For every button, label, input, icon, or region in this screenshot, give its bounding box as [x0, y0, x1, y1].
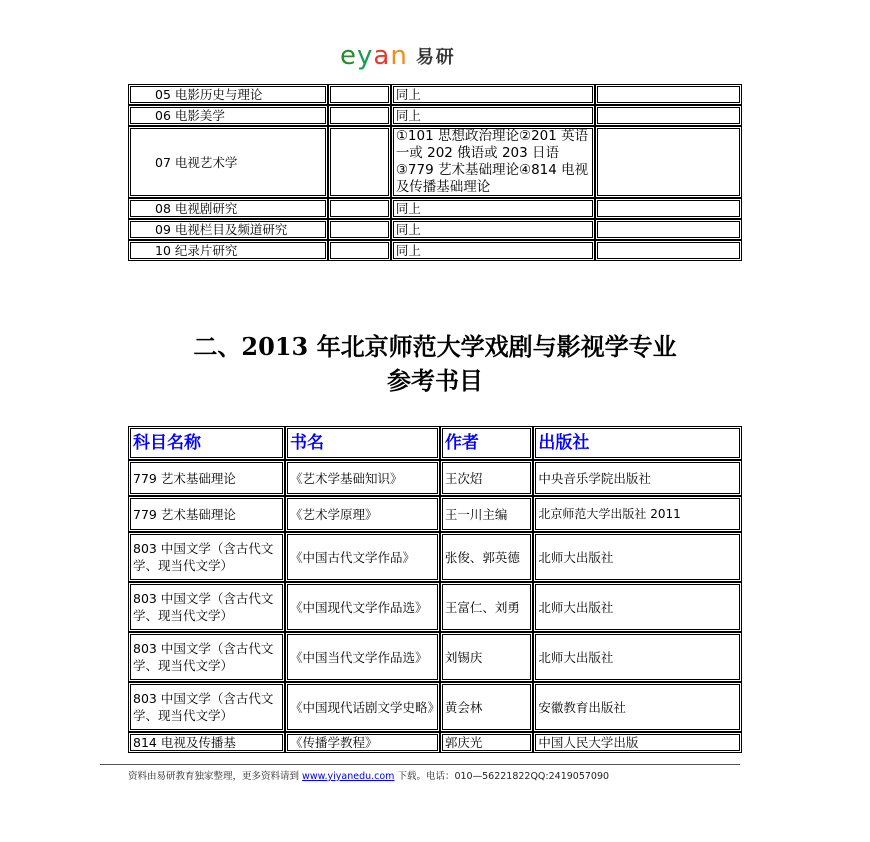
subject-cell: 803 中国文学（含古代文学、现当代文学）	[128, 532, 285, 582]
subject-cell: 803 中国文学（含古代文学、现当代文学）	[128, 632, 285, 682]
cell-empty	[595, 219, 742, 240]
book-cell: 《艺术学原理》	[285, 496, 440, 532]
exam-subjects: 同上	[391, 240, 595, 261]
exam-subjects: 同上	[391, 105, 595, 126]
column-header-book: 书名	[285, 426, 440, 460]
logo-chinese: 易研	[415, 47, 456, 68]
program-table	[128, 84, 742, 261]
book-cell: 《传播学教程》	[285, 732, 440, 753]
program-name: 10 纪录片研究	[128, 240, 328, 261]
section-heading-line2: 参考书目	[387, 366, 483, 395]
publisher-cell: 安徽教育出版社	[533, 682, 742, 732]
logo	[340, 40, 456, 72]
logo-latin	[340, 43, 408, 69]
program-name: 08 电视剧研究	[128, 198, 328, 219]
book-cell: 《中国现代文学作品选》	[285, 582, 440, 632]
subject-cell: 803 中国文学（含古代文学、现当代文学）	[128, 682, 285, 732]
table-row	[128, 460, 742, 496]
column-header-subject: 科目名称	[128, 426, 285, 460]
logo-letter-n: n	[390, 41, 408, 71]
logo-letter-e: e	[340, 41, 357, 71]
publisher-cell: 北师大出版社	[533, 532, 742, 582]
publisher-cell: 中央音乐学院出版社	[533, 460, 742, 496]
column-header-publisher: 出版社	[533, 426, 742, 460]
publisher-cell: 北师大出版社	[533, 582, 742, 632]
table-row	[128, 582, 742, 632]
publisher-cell: 中国人民大学出版	[533, 732, 742, 753]
exam-subjects: 同上	[391, 198, 595, 219]
cell-empty	[328, 126, 391, 198]
exam-subjects: 同上	[391, 219, 595, 240]
cell-empty	[595, 84, 742, 105]
cell-empty	[595, 126, 742, 198]
footer-suffix: 下载。电话：010—56221822QQ:2419057090	[397, 771, 610, 782]
cell-empty	[595, 105, 742, 126]
exam-subjects: 同上	[391, 84, 595, 105]
footer-website-link[interactable]: www.yiyanedu.com	[302, 771, 395, 782]
subject-cell: 779 艺术基础理论	[128, 496, 285, 532]
table-row	[128, 84, 742, 105]
book-cell: 《中国现代话剧文学史略》	[285, 682, 440, 732]
author-cell: 王一川主编	[440, 496, 534, 532]
table-header-row	[128, 426, 742, 460]
footer-divider	[100, 764, 740, 765]
program-name: 09 电视栏目及频道研究	[128, 219, 328, 240]
footer-prefix: 资料由易研教育独家整理，更多资料请到	[128, 771, 300, 782]
table-row	[128, 732, 742, 753]
publisher-cell: 北京师范大学出版社 2011	[533, 496, 742, 532]
table-row	[128, 532, 742, 582]
cell-empty	[595, 198, 742, 219]
section-heading: 二、2013 年北京师范大学戏剧与影视学专业	[193, 332, 677, 361]
subject-cell: 803 中国文学（含古代文学、现当代文学）	[128, 582, 285, 632]
author-cell: 张俊、郭英德	[440, 532, 534, 582]
subject-cell: 779 艺术基础理论	[128, 460, 285, 496]
table-row	[128, 126, 742, 198]
table-row	[128, 198, 742, 219]
program-name: 05 电影历史与理论	[128, 84, 328, 105]
program-name: 07 电视艺术学	[128, 126, 328, 198]
logo-letter-a: a	[373, 41, 391, 71]
subject-cell: 814 电视及传播基	[128, 732, 285, 753]
author-cell: 郭庆光	[440, 732, 534, 753]
logo-letter-y: y	[357, 41, 374, 71]
exam-subjects: ①101 思想政治理论②201 英语一或 202 俄语或 203 日语③779 艺术基础理论④814 电视及传播基础理论	[391, 126, 595, 198]
table-row	[128, 240, 742, 261]
cell-empty	[328, 198, 391, 219]
cell-empty	[328, 240, 391, 261]
cell-empty	[328, 84, 391, 105]
column-header-author: 作者	[440, 426, 534, 460]
table-row	[128, 105, 742, 126]
author-cell: 王次炤	[440, 460, 534, 496]
program-name: 06 电影美学	[128, 105, 328, 126]
table-row	[128, 682, 742, 732]
cell-empty	[328, 219, 391, 240]
author-cell: 王富仁、刘勇	[440, 582, 534, 632]
book-cell: 《艺术学基础知识》	[285, 460, 440, 496]
publisher-cell: 北师大出版社	[533, 632, 742, 682]
book-cell: 《中国古代文学作品》	[285, 532, 440, 582]
footer	[128, 768, 609, 782]
reference-books-table	[128, 426, 742, 753]
author-cell: 刘锡庆	[440, 632, 534, 682]
table-row	[128, 632, 742, 682]
table-row	[128, 496, 742, 532]
author-cell: 黄会林	[440, 682, 534, 732]
cell-empty	[328, 105, 391, 126]
table-row	[128, 219, 742, 240]
book-cell: 《中国当代文学作品选》	[285, 632, 440, 682]
cell-empty	[595, 240, 742, 261]
